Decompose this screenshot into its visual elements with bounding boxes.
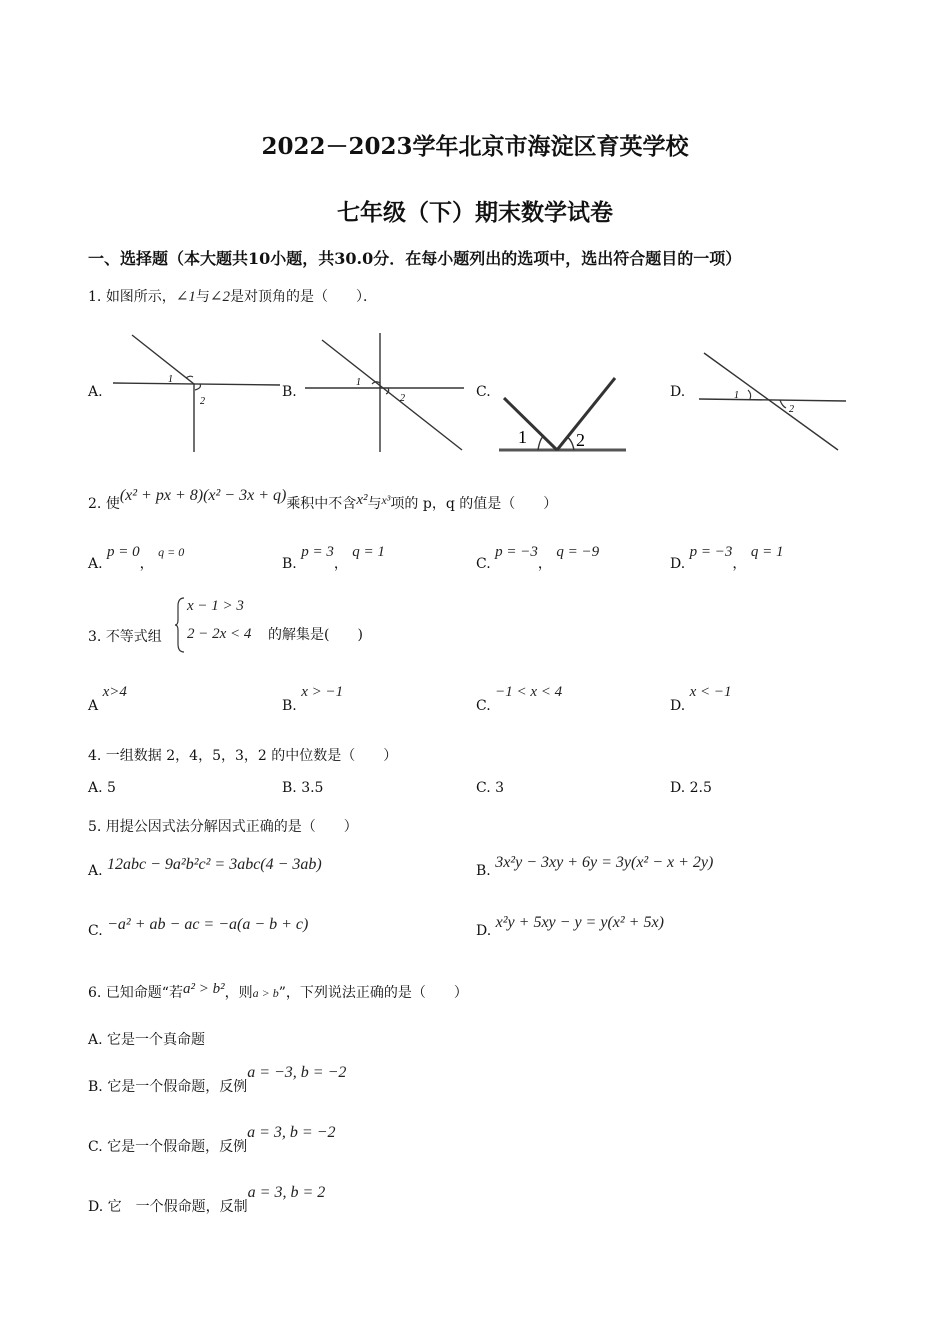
angle-1-symbol: ∠1	[175, 289, 196, 305]
question-1-stem	[88, 286, 377, 306]
option-expression: 3x²y − 3xy + 6y = 3y(x² − x + 2y)	[495, 854, 714, 871]
separator: ，	[732, 556, 747, 572]
stem-text: 是对顶角的是（ ）．	[229, 289, 377, 305]
brace-icon	[174, 596, 186, 654]
option-label: D.	[670, 698, 686, 714]
option-expression: x > −1	[301, 684, 344, 700]
option-label: C.	[476, 698, 491, 714]
condition-expression: a² > b²	[182, 981, 225, 997]
option-label: D.	[476, 923, 492, 939]
option-label: D.	[670, 556, 686, 572]
conclusion-expression: a > b	[252, 986, 279, 1000]
option-expression: a = 3, b = 2	[247, 1184, 326, 1201]
q3-option-a[interactable]	[88, 684, 127, 715]
option-expression: q = 0	[158, 545, 185, 559]
question-3-prefix	[88, 626, 162, 646]
angle-1-label: 1	[734, 390, 739, 401]
angle-1-label: 1	[168, 374, 173, 385]
q2-option-b[interactable]	[282, 544, 385, 573]
option-expression: x²y + 5xy − y = y(x² + 5x)	[495, 914, 664, 931]
q3-option-c[interactable]	[476, 684, 563, 715]
x-cubed: x³	[381, 493, 391, 507]
q6-option-d[interactable]	[88, 1184, 326, 1216]
exam-title-line1: 2022－2023学年北京市海淀区育英学校	[261, 133, 689, 160]
stem-text: 与	[367, 496, 382, 512]
option-label: C.	[88, 923, 103, 939]
angle-2-label: 2	[200, 396, 205, 407]
q6-option-c[interactable]	[88, 1124, 336, 1156]
product-expression: (x² + px + 8)(x² − 3x + q)	[119, 487, 287, 504]
option-expression: p = −3	[495, 544, 538, 560]
question-5-stem: 5. 用提公因式法分解因式正确的是（ ）	[88, 819, 358, 835]
q5-option-b[interactable]	[476, 854, 714, 880]
option-expression: q = 1	[750, 544, 784, 560]
option-expression: p = 0	[107, 544, 140, 560]
angle-2-label: 2	[576, 430, 585, 450]
stem-text: 与	[195, 289, 210, 305]
option-label: A	[88, 698, 99, 714]
option-expression: −1 < x < 4	[495, 684, 563, 700]
stem-text: ”，下列说法正确的是（ ）	[278, 985, 468, 1001]
option-label: B.	[476, 863, 491, 879]
question-number: 3.	[88, 629, 102, 645]
q2-option-c[interactable]	[476, 544, 600, 573]
figure-option-b	[302, 330, 472, 455]
question-number: 6.	[88, 985, 102, 1001]
q1-option-c-label[interactable]: C.	[476, 384, 491, 400]
question-number: 1.	[88, 289, 102, 305]
separator: ，	[333, 556, 348, 572]
exam-title-line2: 七年级（下）期末数学试卷	[337, 199, 613, 226]
stem-text: 乘积中不含	[286, 496, 357, 512]
question-6-stem	[88, 982, 468, 1002]
q5-option-a[interactable]	[88, 856, 322, 880]
q4-option-b[interactable]: B. 3.5	[282, 780, 324, 796]
option-expression: −a² + ab − ac = −a(a − b + c)	[107, 916, 309, 933]
question-number: 2.	[88, 496, 102, 512]
q1-option-b-label[interactable]: B.	[282, 384, 297, 400]
q4-option-c[interactable]: C. 3	[476, 780, 505, 796]
angle-2-label: 2	[400, 393, 405, 404]
stem-text: 已知命题“若	[105, 985, 183, 1001]
question-2-stem	[88, 487, 558, 513]
q2-option-d[interactable]	[670, 544, 784, 573]
option-expression: p = 3	[301, 544, 334, 560]
separator: ，	[139, 556, 154, 572]
q4-option-d[interactable]: D. 2.5	[670, 780, 712, 796]
option-label: B.	[282, 698, 297, 714]
option-label: C.	[476, 556, 491, 572]
option-expression: q = 1	[352, 544, 385, 560]
question-3-suffix: 的解集是( )	[268, 627, 363, 643]
figure-option-c	[496, 370, 631, 455]
separator: ，	[537, 556, 552, 572]
option-expression: x < −1	[689, 684, 732, 700]
q3-option-d[interactable]	[670, 684, 732, 715]
q4-option-a[interactable]: A. 5	[88, 780, 116, 796]
x-squared: x²	[356, 492, 368, 508]
option-text: C. 它是一个假命题，反例	[88, 1139, 248, 1155]
option-expression: a = −3, b = −2	[247, 1064, 347, 1081]
stem-text: 项的 p，q 的值是（ ）	[390, 496, 558, 512]
stem-text: 使	[105, 496, 120, 512]
q5-option-c[interactable]	[88, 916, 309, 940]
q1-option-a-label[interactable]: A.	[88, 384, 103, 400]
option-text: B. 它是一个假命题，反例	[88, 1079, 248, 1095]
inequality-line-1: x − 1 > 3	[187, 598, 244, 614]
option-label: A.	[88, 556, 103, 572]
figure-option-a	[108, 330, 288, 455]
angle-1-label: 1	[356, 377, 361, 388]
question-4-stem: 4. 一组数据 2，4，5，3，2 的中位数是（ ）	[88, 748, 398, 764]
option-expression: p = −3	[689, 544, 733, 560]
option-expression: 12abc − 9a²b²c² = 3abc(4 − 3ab)	[107, 856, 322, 873]
option-expression: q = −9	[556, 544, 600, 560]
option-text: D. 它 一个假命题，反制	[88, 1199, 248, 1215]
q3-option-b[interactable]	[282, 684, 344, 715]
inequality-line-2: 2 − 2x < 4	[187, 626, 252, 642]
option-expression: a = 3, b = −2	[247, 1124, 336, 1141]
angle-2-label: 2	[789, 404, 794, 415]
q6-option-b[interactable]	[88, 1064, 347, 1096]
option-expression: x>4	[102, 684, 127, 700]
q5-option-d[interactable]	[476, 914, 664, 940]
stem-text: ，则	[224, 985, 253, 1001]
stem-text: 不等式组	[105, 629, 162, 645]
angle-2-symbol: ∠2	[209, 289, 230, 305]
option-label: A.	[88, 863, 103, 879]
figure-option-d	[696, 348, 851, 453]
option-label: B.	[282, 556, 297, 572]
q2-option-a[interactable]	[88, 544, 185, 573]
stem-text: 如图所示，	[105, 289, 176, 305]
q1-option-d-label[interactable]: D.	[670, 384, 686, 400]
angle-1-label: 1	[518, 427, 527, 447]
q6-option-a[interactable]: A. 它是一个真命题	[88, 1032, 206, 1048]
section-heading: 一、选择题（本大题共10小题，共30.0分．在每小题列出的选项中，选出符合题目的一项）	[88, 249, 742, 268]
